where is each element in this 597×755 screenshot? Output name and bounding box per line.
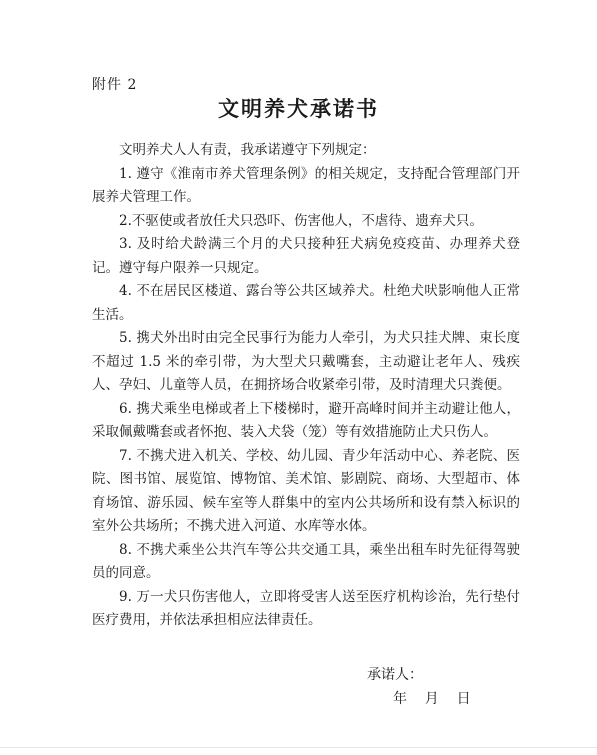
rule-paragraph-7: 7. 不携犬进入机关、学校、幼儿园、青少年活动中心、养老院、医院、图书馆、展览馆、博物馆、美术馆、影剧院、商场、大型超市、体育场馆、游乐园、候车室等人群集中的室内公共场所和设有禁入标识的室外公共场所；不携犬进入河道、水库等水体。 — [92, 447, 520, 534]
signature-label: 承诺人： — [367, 667, 423, 683]
scan-edge-line — [0, 747, 597, 748]
intro-paragraph: 文明养犬人人有责，我承诺遵守下列规定： — [119, 142, 376, 158]
document-body — [92, 139, 520, 633]
date-label: 年 月 日 — [393, 691, 471, 707]
rule-paragraph-2: 2.不驱使或者放任犬只恐吓、伤害他人，不虐待、遗弃犬只。 — [119, 212, 483, 229]
rule-paragraph-5: 5. 携犬外出时由完全民事行为能力人牵引，为犬只挂犬牌、束长度不超过 1.5 米的牵引带，为大型犬只戴嘴套，主动避让老年人、残疾人、孕妇、儿童等人员，在拥挤场合收紧牵引带，及时清理犬只粪便。 — [92, 330, 520, 393]
rule-paragraph-8: 8. 不携犬乘坐公共汽车等公共交通工具，乘坐出租车时先征得驾驶员的同意。 — [92, 541, 520, 581]
rule-paragraph-3: 3. 及时给犬龄满三个月的犬只接种狂犬病免疫疫苗、办理养犬登记。遵守每户限养一只规定。 — [92, 236, 520, 276]
rule-paragraph-9: 9. 万一犬只伤害他人，立即将受害人送至医疗机构诊治，先行垫付医疗费用，并依法承担相应法律责任。 — [92, 588, 520, 628]
attachment-label: 附件 2 — [92, 77, 138, 93]
rule-paragraph-1: 1. 遵守《淮南市养犬管理条例》的相关规定，支持配合管理部门开展养犬管理工作。 — [92, 165, 520, 205]
document-title: 文明养犬承诺书 — [218, 96, 379, 121]
rule-paragraph-4: 4. 不在居民区楼道、露台等公共区域养犬。杜绝犬吠影响他人正常生活。 — [92, 283, 520, 323]
rule-paragraph-6: 6. 携犬乘坐电梯或者上下楼梯时，避开高峰时间并主动避让他人，采取佩戴嘴套或者怀抱、装入犬袋（笼）等有效措施防止犬只伤人。 — [92, 400, 520, 440]
